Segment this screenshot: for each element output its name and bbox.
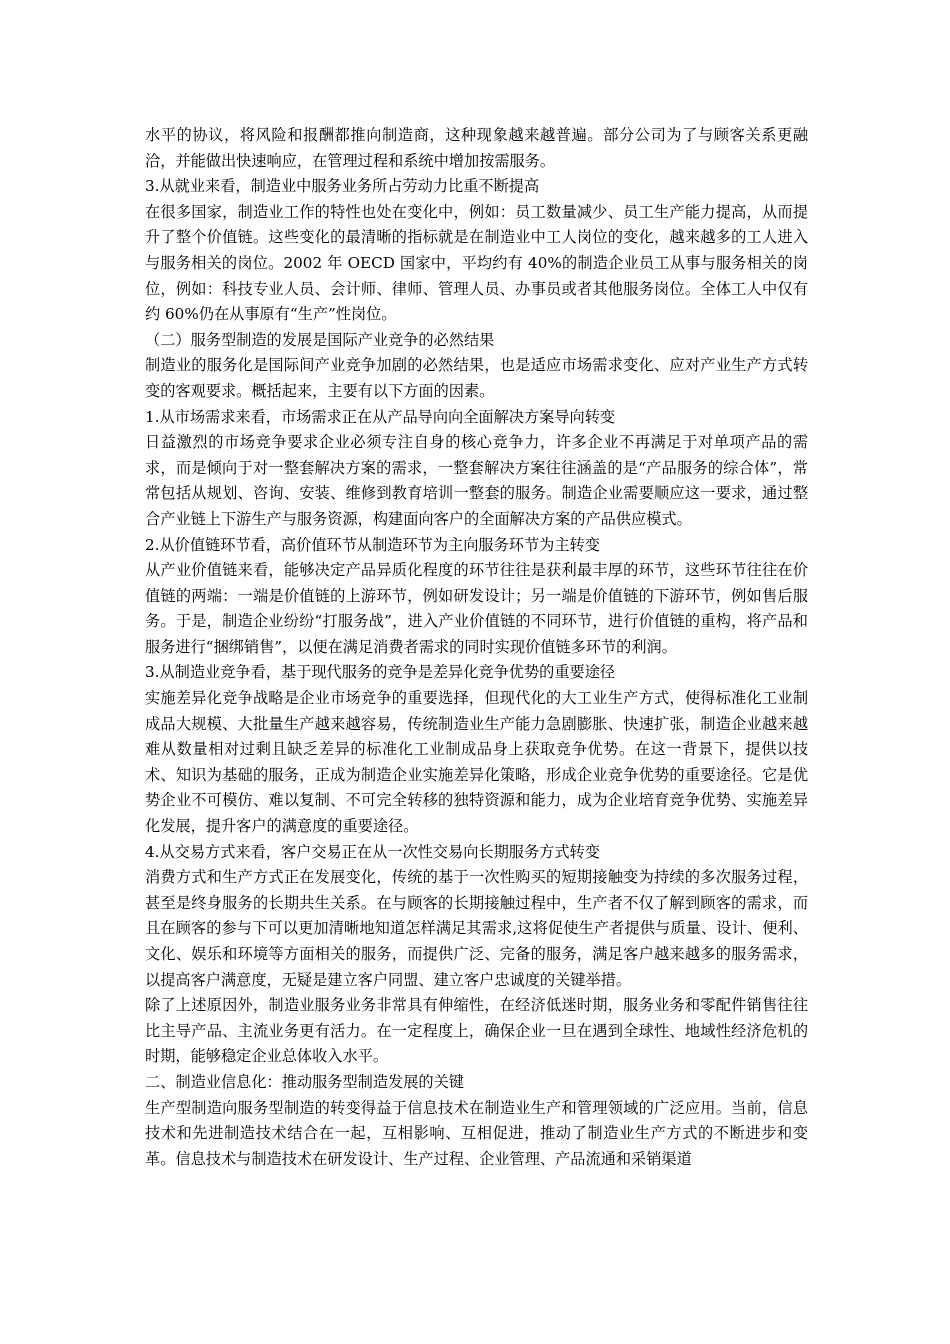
heading-competition: 3.从制造业竞争看，基于现代服务的竞争是差异化竞争优势的重要途径	[145, 663, 616, 682]
heading-section-two-sub: （二）服务型制造的发展是国际产业竞争的必然结果	[145, 330, 495, 349]
heading-market-demand: 1.从市场需求来看，市场需求正在从产品导向向全面解决方案导向转变	[145, 407, 616, 426]
paragraph-employment: 在很多国家，制造业工作的特性也处在变化中，例如：员工数量减少、员工生产能力提高，从而提升了整个价值链。这些变化的最清晰的指标就是在制造业中工人岗位的变化，越来越多的工人进入与服务相关的岗位。2002 年 OECD 国家中，平均约有 40%的制造企业员工从事与服务相关的岗位，例如：科技专业人员、会计师、律师、管理人员、办事员或者其他服务岗位。全体工人中仅有约 60%仍在从事原有“生产”性岗位。	[145, 202, 808, 324]
paragraph-service-agreements: 水平的协议，将风险和报酬都推向制造商，这种现象越来越普遍。部分公司为了与顾客关系更融洽，并能做出快速响应，在管理过程和系统中增加按需服务。	[145, 126, 808, 170]
heading-value-chain: 2.从价值链环节看，高价值环节从制造环节为主向服务环节为主转变	[145, 535, 600, 554]
heading-transaction: 4.从交易方式来看，客户交易正在从一次性交易向长期服务方式转变	[145, 842, 600, 861]
paragraph-servitization: 制造业的服务化是国际间产业竞争加剧的必然结果，也是适应市场需求变化、应对产业生产方式转变的客观要求。概括起来，主要有以下方面的因素。	[145, 356, 808, 400]
heading-informatization: 二、制造业信息化：推动服务型制造发展的关键	[145, 1072, 464, 1091]
paragraph-market-demand: 日益激烈的市场竞争要求企业必须专注自身的核心竞争力，许多企业不再满足于对单项产品的需求，而是倾向于对一整套解决方案的需求，一整套解决方案往往涵盖的是“产品服务的综合体”，常常包括从规划、咨询、安装、维修到教育培训一整套的服务。制造企业需要顺应这一要求，通过整合产业链上下游生产与服务资源，构建面向客户的全面解决方案的产品供应模式。	[145, 433, 808, 528]
paragraph-competition: 实施差异化竞争战略是企业市场竞争的重要选择，但现代化的大工业生产方式，使得标准化工业制成品大规模、大批量生产越来越容易，传统制造业生产能力急剧膨胀、快速扩张，制造企业越来越难从数量相对过剩且缺乏差异的标准化工业制成品身上获取竞争优势。在这一背景下，提供以技术、知识为基础的服务，正成为制造企业实施差异化策略，形成企业竞争优势的重要途径。它是优势企业不可模仿、难以复制、不可完全转移的独特资源和能力，成为企业培育竞争优势、实施差异化发展，提升客户的满意度的重要途径。	[145, 689, 808, 836]
paragraph-value-chain: 从产业价值链来看，能够决定产品异质化程度的环节往往是获利最丰厚的环节，这些环节往往在价值链的两端：一端是价值链的上游环节，例如研发设计；另一端是价值链的下游环节，例如售后服务。于是，制造企业纷纷“打服务战”，进入产业价值链的不同环节，进行价值链的重构，将产品和服务进行“捆绑销售”，以便在满足消费者需求的同时实现价值链多环节的利润。	[145, 561, 808, 656]
paragraph-other-reasons: 除了上述原因外，制造业服务业务非常具有伸缩性，在经济低迷时期，服务业务和零配件销售往往比主导产品、主流业务更有活力。在一定程度上，确保企业一旦在遇到全球性、地域性经济危机的时期，能够稳定企业总体收入水平。	[145, 996, 808, 1066]
paragraph-informatization: 生产型制造向服务型制造的转变得益于信息技术在制造业生产和管理领域的广泛应用。当前，信息技术和先进制造技术结合在一起，互相影响、互相促进，推动了制造业生产方式的不断进步和变革。信息技术与制造技术在研发设计、生产过程、企业管理、产品流通和采销渠道	[145, 1098, 808, 1168]
heading-employment: 3.从就业来看，制造业中服务业务所占劳动力比重不断提高	[145, 177, 540, 196]
paragraph-transaction: 消费方式和生产方式正在发展变化，传统的基于一次性购买的短期接触变为持续的多次服务过程，甚至是终身服务的长期共生关系。在与顾客的长期接触过程中，生产者不仅了解到顾客的需求，而且在顾客的参与下可以更加清晰地知道怎样满足其需求,这将促使生产者提供与质量、设计、便利、文化、娱乐和环境等方面相关的服务，而提供广泛、完备的服务，满足客户越来越多的服务需求，以提高客户满意度，无疑是建立客户同盟、建立客户忠诚度的关键举措。	[145, 868, 808, 989]
document-page	[145, 123, 808, 1172]
